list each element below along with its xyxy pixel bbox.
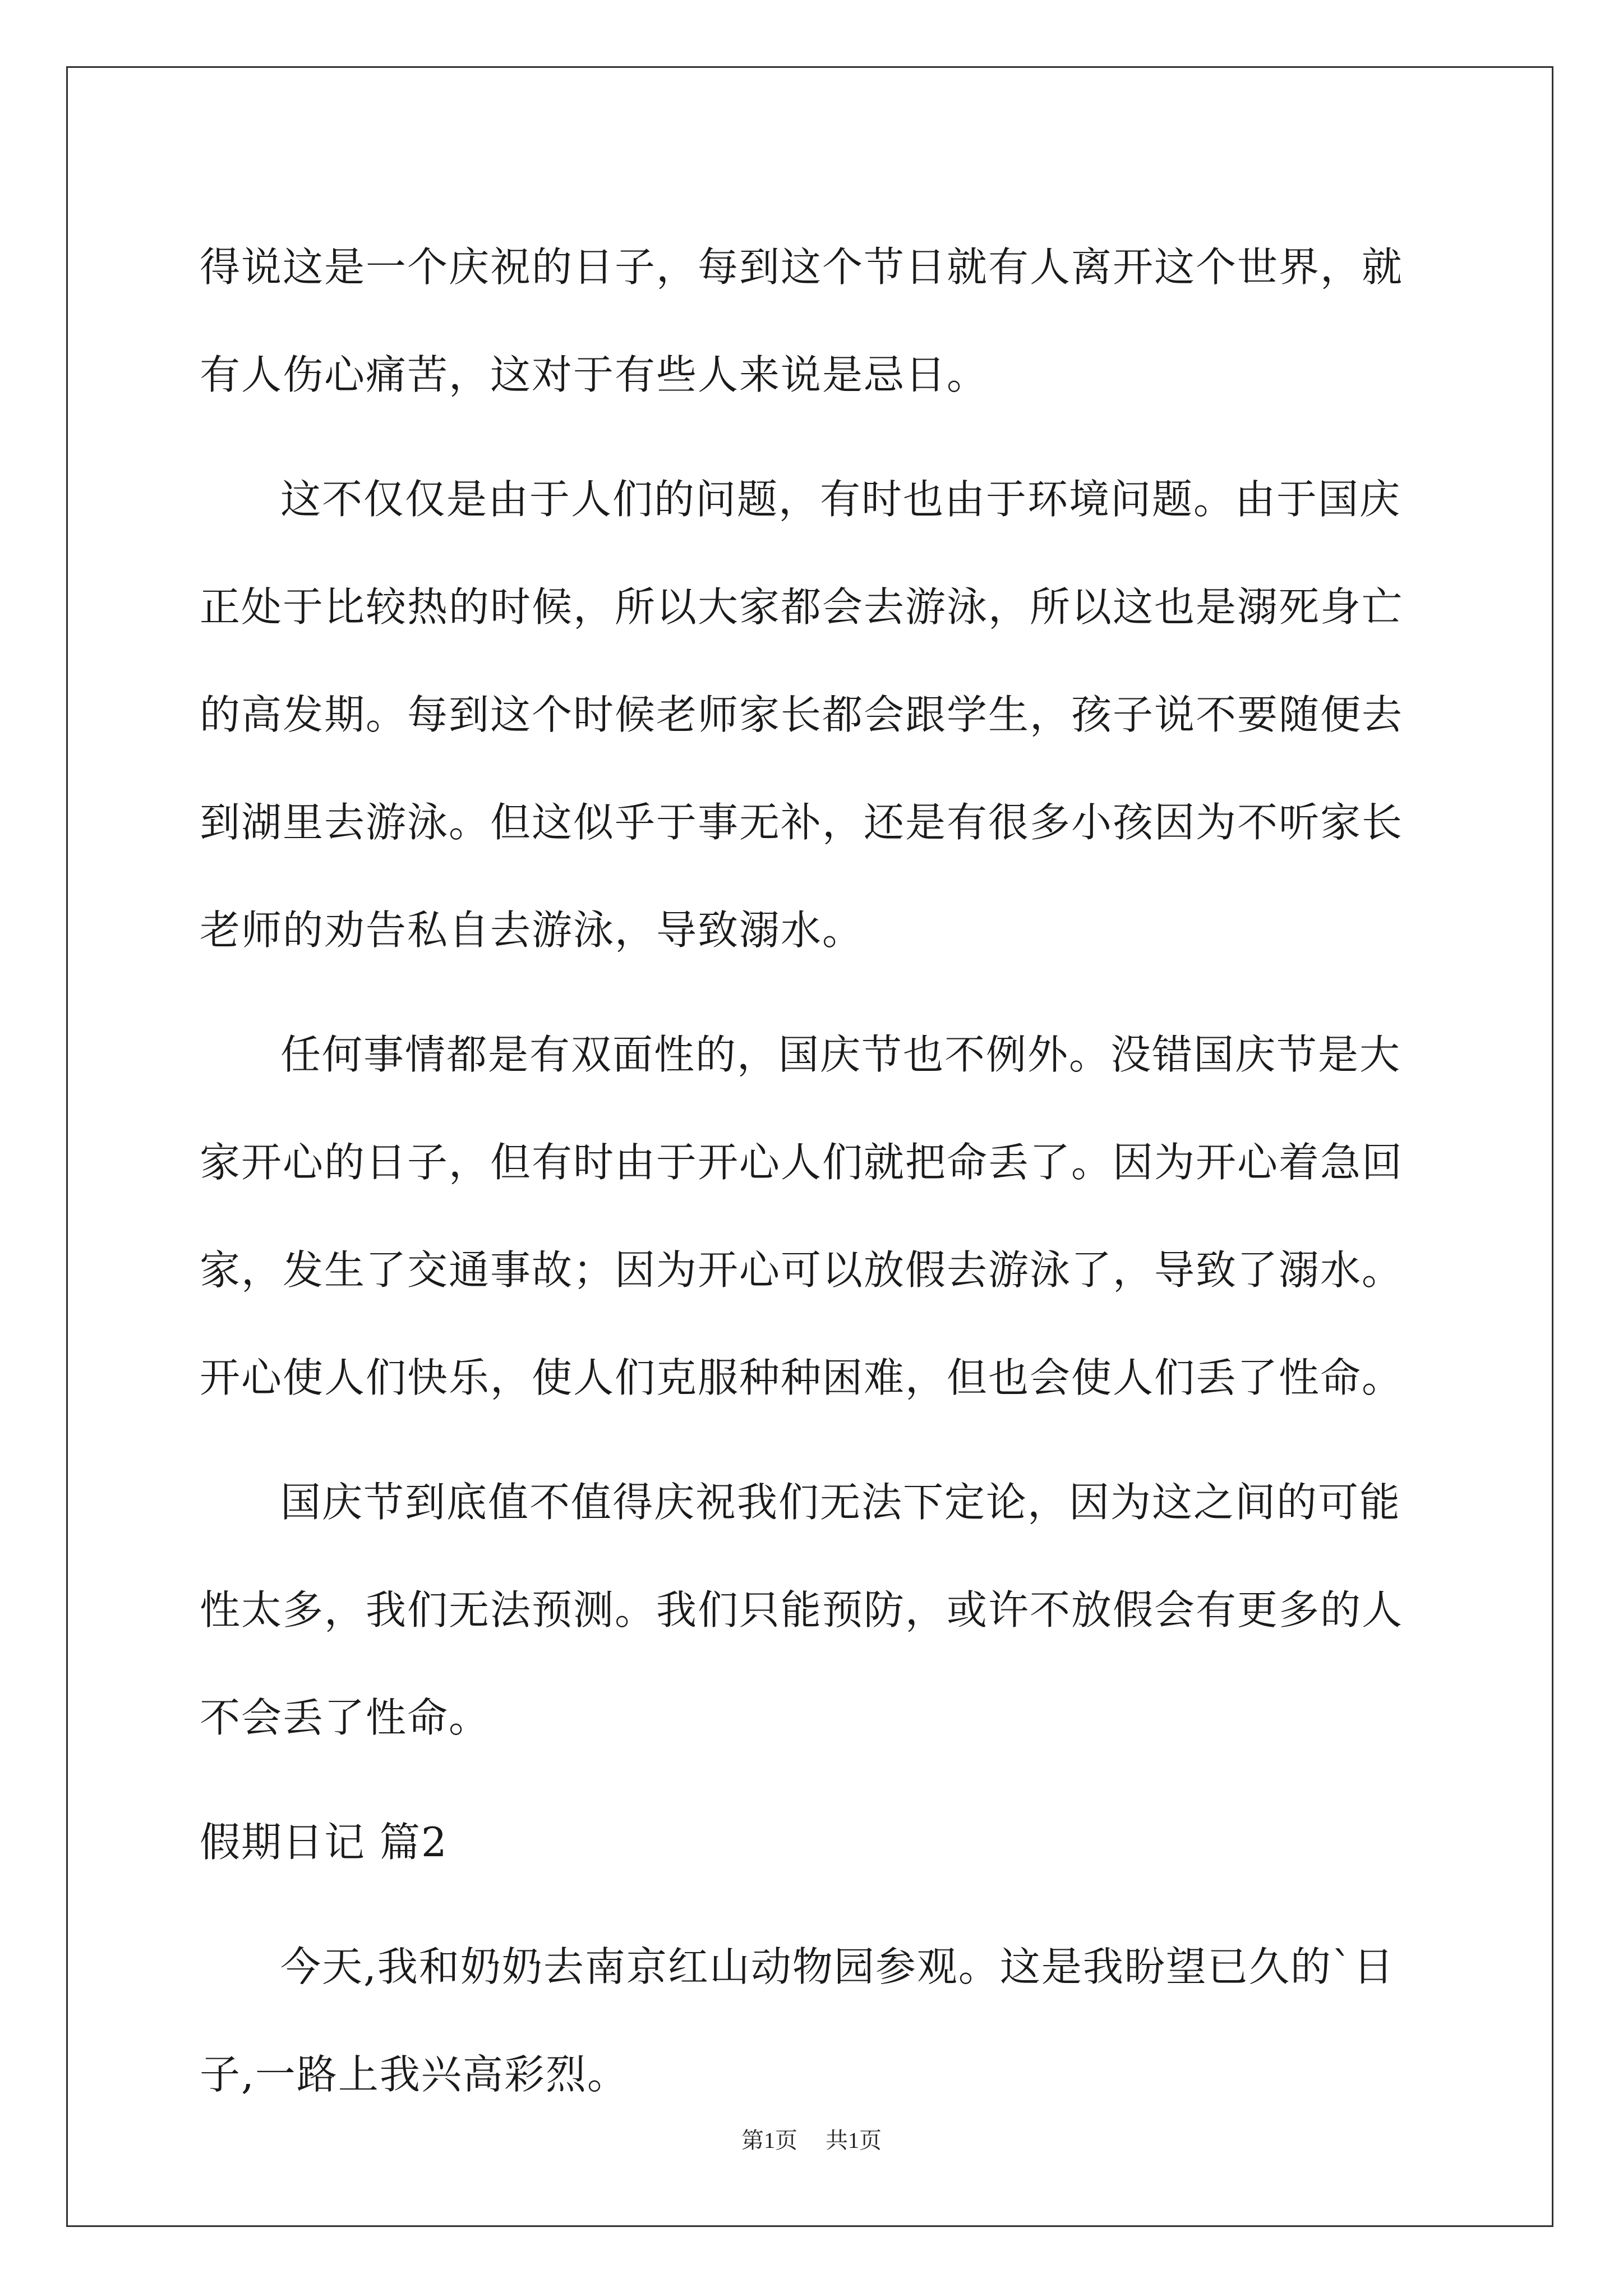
paragraph-two-sides: 任何事情都是有双面性的，国庆节也不例外。没错国庆节是大家开心的日子，但有时由于开心人们就把命丢了。因为开心着急回家，发生了交通事故；因为开心可以放假去游泳了，导致了溺水。开心使人们快乐，使人们克服种种困难，但也会使人们丢了性命。 [200, 1031, 1404, 1401]
page-number: 第1页 [741, 2128, 797, 2153]
paragraph-zoo-visit: 今天,我和奶奶去南京红山动物园参观。这是我盼望已久的`日子,一路上我兴高彩烈。 [200, 1943, 1395, 2098]
paragraph-continuation: 得说这是一个庆祝的日子，每到这个节日就有人离开这个世界，就有人伤心痛苦，这对于有些人来说是忌日。 [200, 243, 1404, 398]
section-heading: 假期日记 篇2 [200, 1819, 448, 1866]
page-total: 共1页 [826, 2128, 882, 2153]
document-body [200, 213, 1422, 2145]
paragraph-conclusion: 国庆节到底值不值得庆祝我们无法下定论，因为这之间的可能性太多，我们无法预测。我们只能预防，或许不放假会有更多的人不会丢了性命。 [200, 1479, 1404, 1741]
page-footer [0, 2125, 1623, 2156]
paragraph-environment: 这不仅仅是由于人们的问题，有时也由于环境问题。由于国庆正处于比较热的时候，所以大家都会去游泳，所以这也是溺死身亡的高发期。每到这个时候老师家长都会跟学生，孩子说不要随便去到湖里去游泳。但这似乎于事无补，还是有很多小孩因为不听家长老师的劝告私自去游泳，导致溺水。 [200, 476, 1404, 954]
